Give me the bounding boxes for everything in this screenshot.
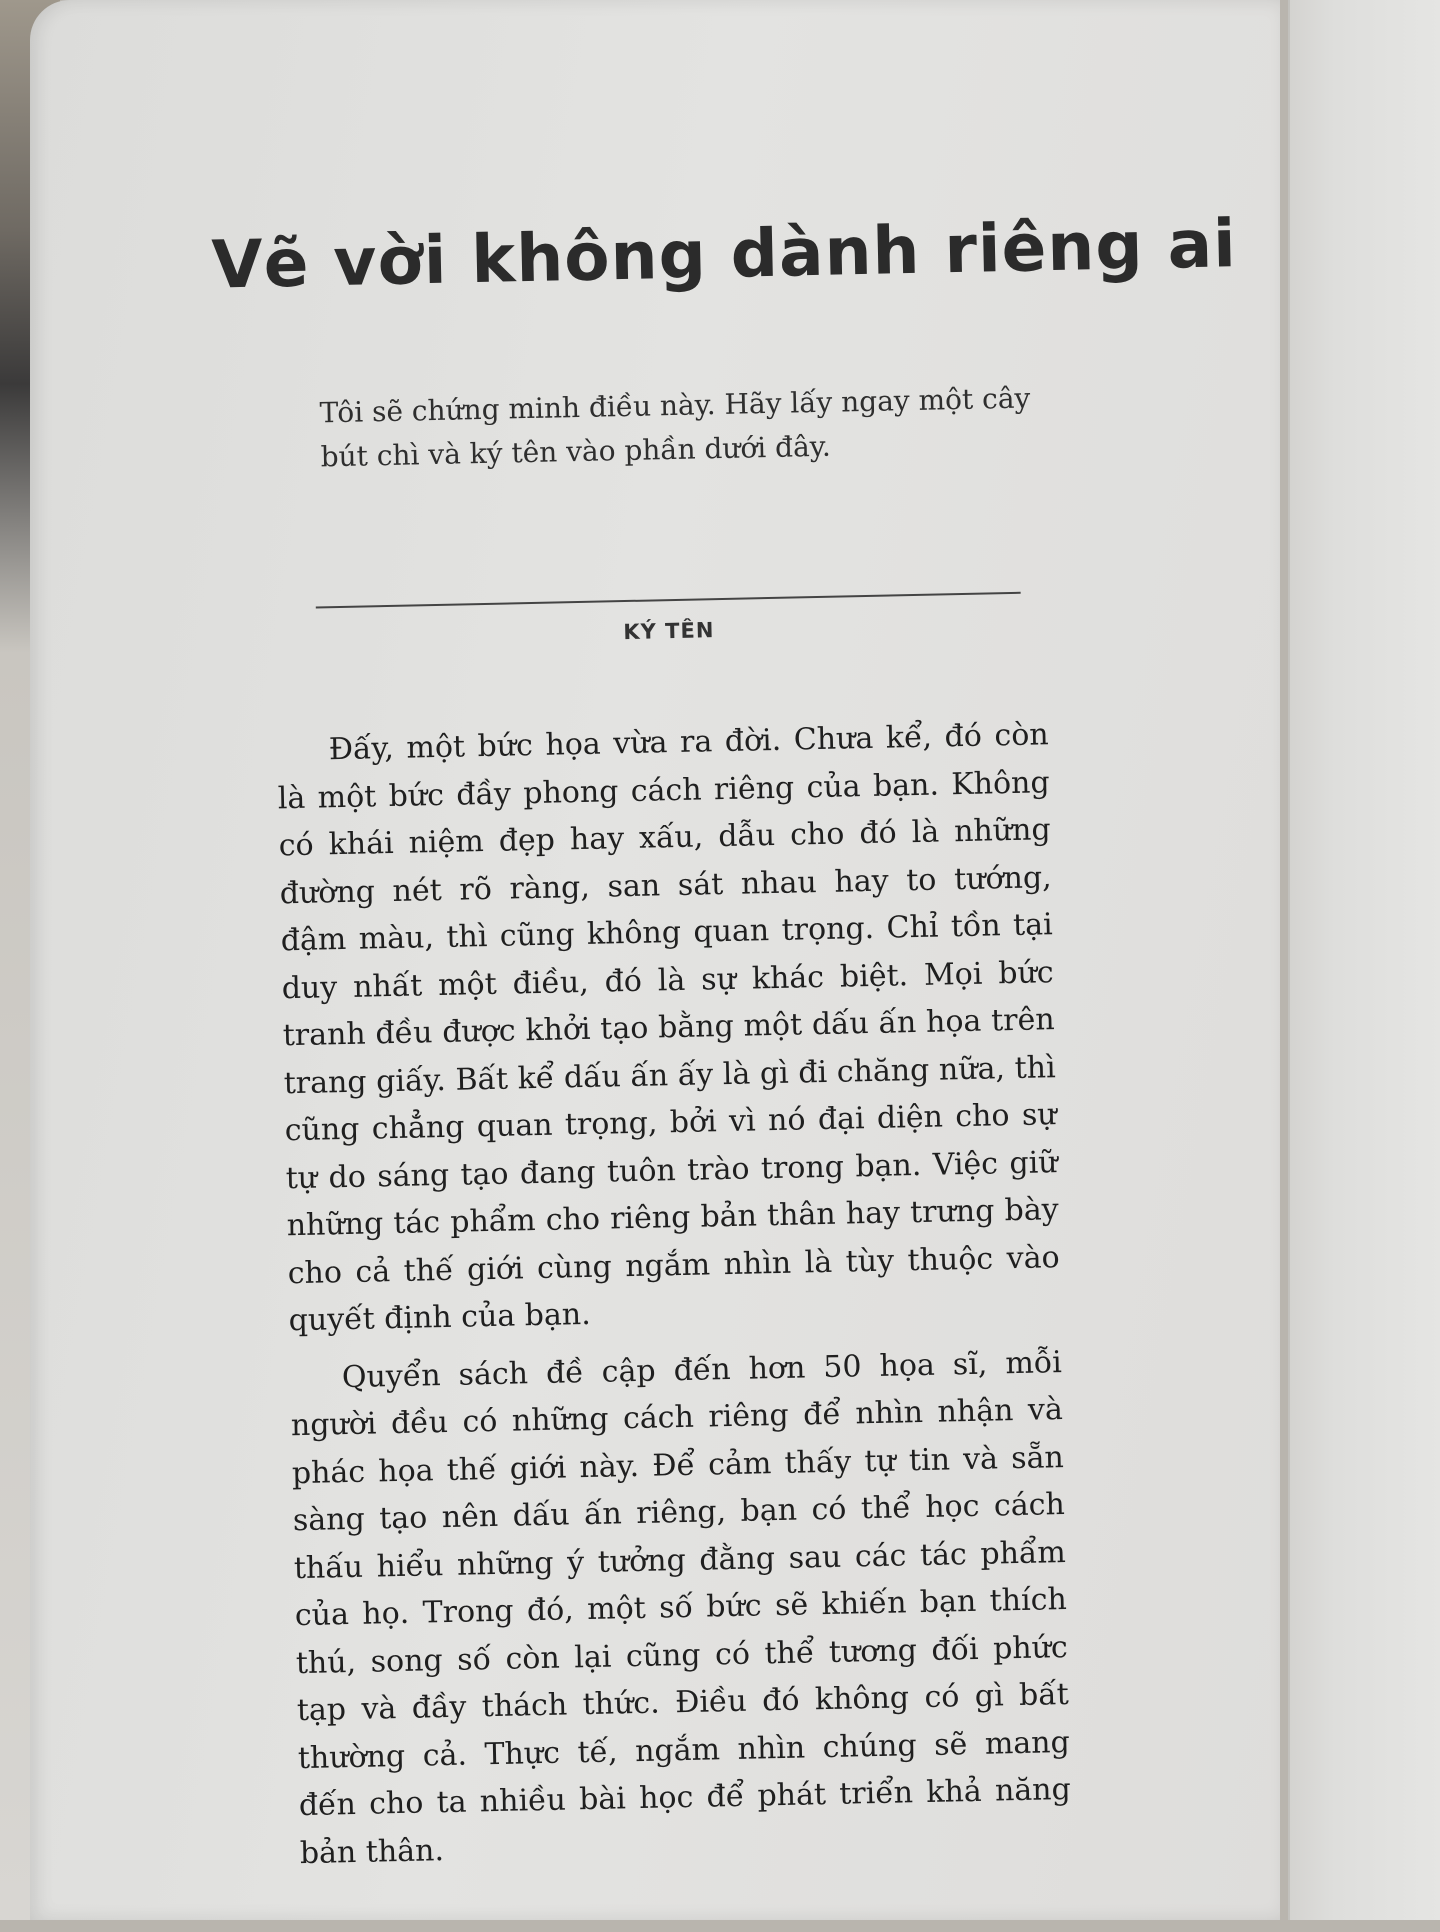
book-page (30, 0, 1280, 1920)
signature-label: KÝ TÊN (623, 618, 715, 645)
paragraph-2: Quyển sách đề cập đến hơn 50 họa sĩ, mỗi người đều có những cách riêng để nhìn nhận và phác họa thế giới này. Để cảm thấy tự tin và sẵn sàng tạo nên dấu ấn riêng, bạn có thể học cách thấu hiểu những ý tưởng đằng sau các tác phẩm của họ. Trong đó, một số bức sẽ khiến bạn thích thú, song số còn lại cũng có thể tương đối phức tạp và đầy thách thức. Điều đó không có gì bất thường cả. Thực tế, ngắm nhìn chúng sẽ mang đến cho ta nhiều bài học để phát triển khả năng bản thân. (290, 1344, 1072, 1871)
next-page-edge (1288, 0, 1440, 1920)
signature-line (316, 592, 1021, 609)
body-text (276, 711, 1072, 1887)
paragraph-1: Đấy, một bức họa vừa ra đời. Chưa kể, đó còn là một bức đầy phong cách riêng của bạn. Không có khái niệm đẹp hay xấu, dẫu cho đó là những đường nét rõ ràng, san sát nhau hay to tướng, đậm màu, thì cũng không quan trọng. Chỉ tồn tại duy nhất một điều, đó là sự khác biệt. Mọi bức tranh đều được khởi tạo bằng một dấu ấn họa trên trang giấy. Bất kể dấu ấn ấy là gì đi chăng nữa, thì cũng chẳng quan trọng, bởi vì nó đại diện cho sự tự do sáng tạo đang tuôn trào trong bạn. Việc giữ những tác phẩm cho riêng bản thân hay trưng bày cho cả thế giới cùng ngắm nhìn là tùy thuộc vào quyết định của bạn. (277, 717, 1060, 1339)
intro-text: Tôi sẽ chứng minh điều này. Hãy lấy ngay một cây bút chì và ký tên vào phần dưới đây. (319, 381, 1031, 474)
page-title: Vẽ vời không dành riêng ai (210, 205, 1238, 304)
page-content (11, 0, 1301, 1932)
